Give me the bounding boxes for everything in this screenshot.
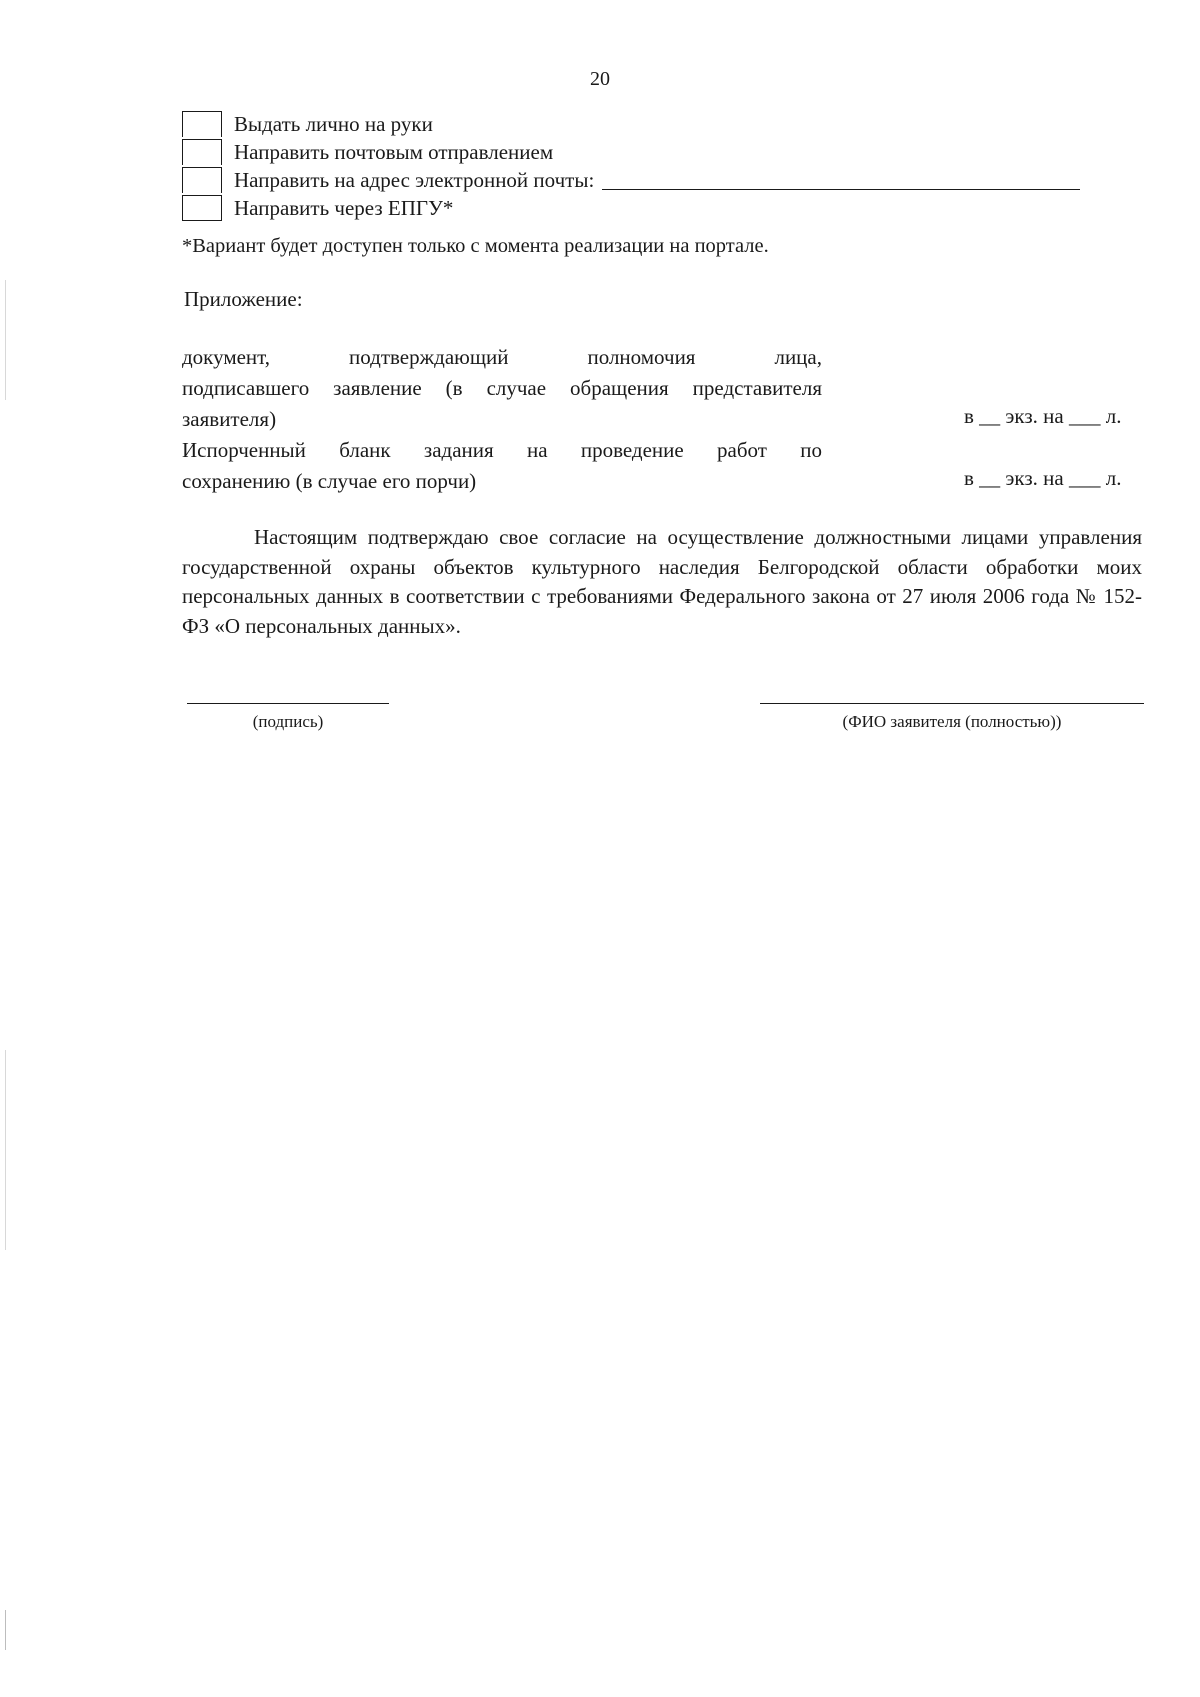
signature-caption: (подпись) bbox=[252, 712, 324, 731]
full-name-line[interactable] bbox=[760, 703, 1144, 704]
consent-paragraph: Настоящим подтверждаю свое согласие на осуществление должностными лицами управления государственной охраны объектов культурного наследия Белгородской области обработки моих персональных данных в соответствии с требованиями Федерального закона от 27 июля 2006 года № 152-ФЗ «О персональных данных». bbox=[182, 525, 1142, 638]
scan-margin-mark bbox=[5, 280, 6, 400]
attachment-line: сохранению (в случае его порчи) bbox=[182, 469, 477, 493]
delivery-options bbox=[182, 110, 1142, 222]
option-post bbox=[182, 138, 1142, 166]
option-label: Направить на адрес электронной почты: bbox=[234, 167, 595, 192]
option-epgu bbox=[182, 194, 1142, 222]
attachment-copies-1: в __ экз. на ___ л. bbox=[964, 404, 1122, 428]
option-email bbox=[182, 166, 1142, 194]
checkbox-email[interactable] bbox=[182, 167, 222, 193]
attachment-copies-2: в __ экз. на ___ л. bbox=[964, 466, 1122, 490]
full-name-caption: (ФИО заявителя (полностью)) bbox=[842, 712, 1062, 731]
attachment-line: заявителя) bbox=[182, 407, 277, 431]
attachment-item-2 bbox=[182, 435, 822, 497]
checkbox-epgu[interactable] bbox=[182, 195, 222, 221]
option-label: Направить через ЕПГУ* bbox=[234, 195, 454, 220]
attachment-line: подписавшего заявление (в случае обращения представителя bbox=[182, 376, 822, 400]
option-label: Направить почтовым отправлением bbox=[234, 139, 554, 164]
footnote: *Вариант будет доступен только с момента реализации на портале. bbox=[182, 235, 769, 257]
scan-margin-mark bbox=[5, 1050, 6, 1250]
email-blank-line[interactable] bbox=[602, 171, 1080, 190]
checkbox-in-person[interactable] bbox=[182, 111, 222, 137]
page-number: 20 bbox=[590, 68, 610, 90]
signature-line[interactable] bbox=[187, 703, 389, 704]
attachment-line: Испорченный бланк задания на проведение работ по bbox=[182, 438, 822, 462]
option-in-person bbox=[182, 110, 1142, 138]
scan-margin-mark bbox=[5, 1610, 6, 1650]
attachment-heading: Приложение: bbox=[184, 287, 303, 311]
attachment-item-1 bbox=[182, 342, 822, 435]
checkbox-post[interactable] bbox=[182, 139, 222, 165]
attachment-line: документ, подтверждающий полномочия лица, bbox=[182, 345, 822, 369]
option-label: Выдать лично на руки bbox=[234, 111, 433, 136]
